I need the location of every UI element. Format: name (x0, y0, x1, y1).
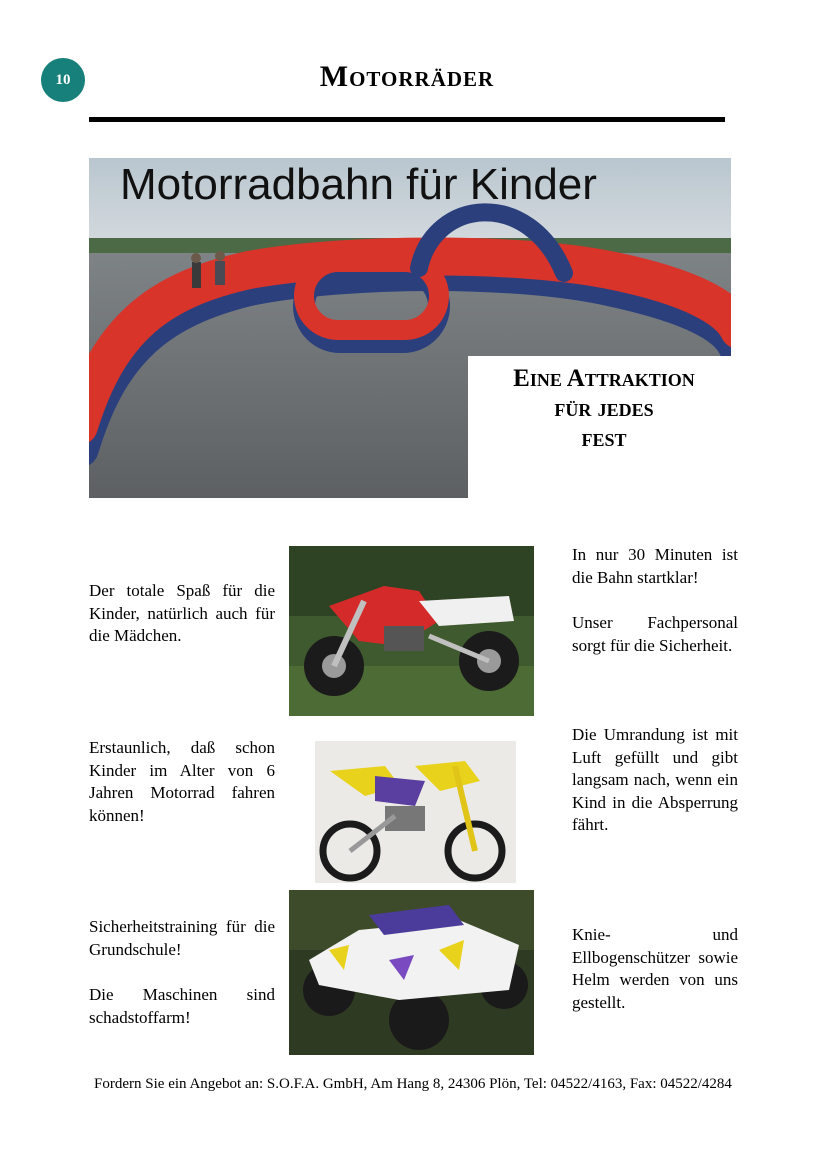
right-paragraph-4: Knie- und Ellbogenschützer sowie Helm werden von uns gestellt. (572, 925, 738, 1012)
red-dirtbike-image (289, 546, 534, 716)
hero-caption: Motorradbahn für Kinder (120, 160, 597, 209)
attraction-line-1: Eine Attraktion (513, 365, 695, 392)
quad-bike-image (289, 890, 534, 1055)
photo-yellow-dirtbike (315, 741, 516, 883)
footer-contact: Fordern Sie ein Angebot an: S.O.F.A. GmbH, Am Hang 8, 24306 Plön, Tel: 04522/4163, Fax: 04522/4284 (94, 1076, 732, 1092)
attraction-line-3: fest (581, 425, 627, 452)
right-paragraph-1: In nur 30 Minuten ist die Bahn startklar! (572, 545, 738, 587)
left-paragraph-2: Erstaunlich, daß schon Kinder im Alter von 6 Jahren Motorrad fahren können! (89, 738, 275, 825)
attraction-text (468, 364, 740, 454)
left-paragraph-4: Die Maschinen sind schadstoffarm! (89, 985, 275, 1027)
page-title: Motorräder (319, 60, 495, 93)
right-paragraph-2: Unser Fachpersonal sorgt für die Sicherheit. (572, 613, 738, 655)
title-rule (89, 117, 725, 122)
right-paragraph-3: Die Umrandung ist mit Luft gefüllt und gibt langsam nach, wenn ein Kind in die Absperrung fährt. (572, 725, 738, 834)
left-paragraph-3: Sicherheitstraining für die Grundschule! (89, 917, 275, 959)
photo-quad-bike (289, 890, 534, 1055)
page-number-badge (41, 58, 85, 102)
page-number: 10 (55, 71, 71, 88)
left-paragraph-1: Der totale Spaß für die Kinder, natürlich auch für die Mädchen. (89, 581, 275, 645)
attraction-line-2: für jedes (554, 395, 654, 422)
photo-red-dirtbike (289, 546, 534, 716)
yellow-dirtbike-image (315, 741, 516, 883)
